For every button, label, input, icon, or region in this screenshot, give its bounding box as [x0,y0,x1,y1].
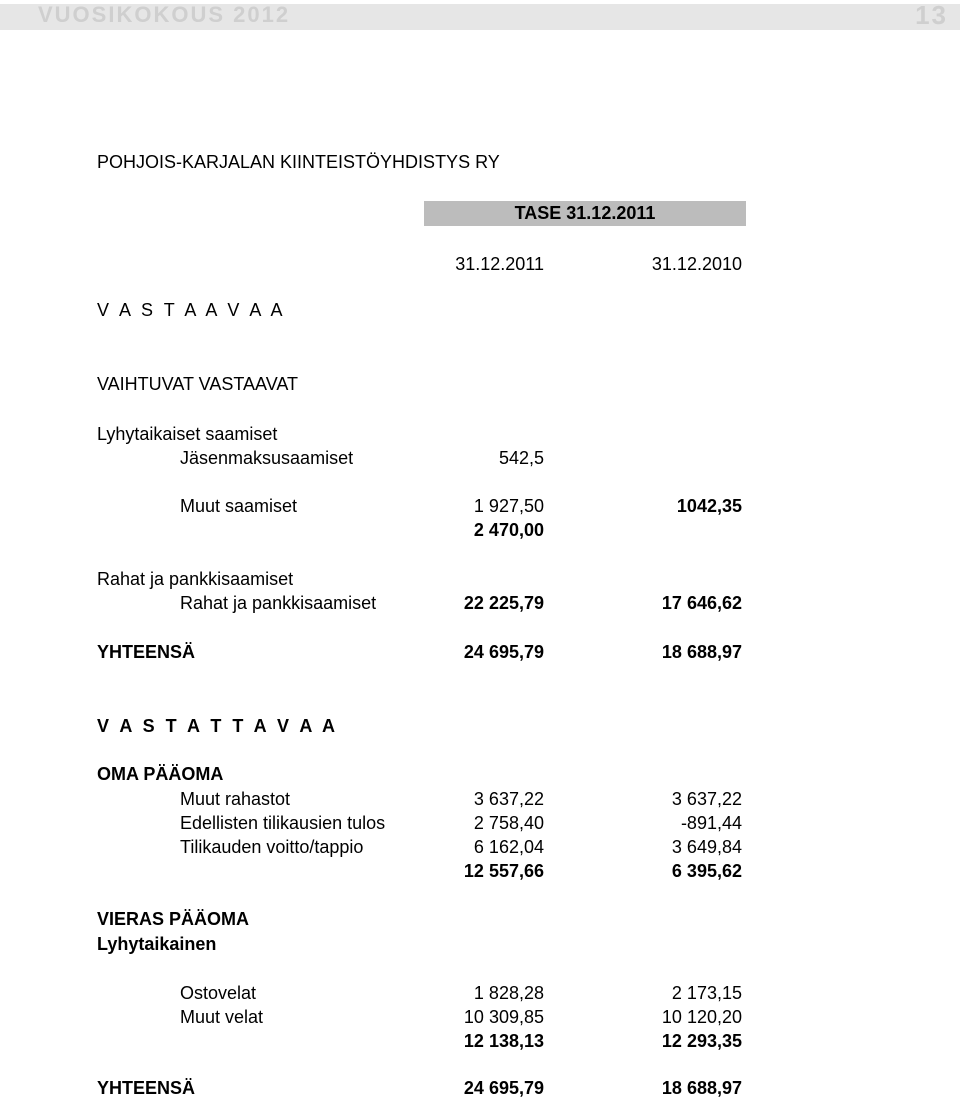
liabilities-total-label: YHTEENSÄ [97,1078,196,1098]
row-value-2011: 1 828,28 [473,983,544,1003]
balance-title-bar [424,201,746,226]
page-number: 13 [915,0,948,30]
row-label: Muut saamiset [180,496,298,516]
row-value-2011: 6 162,04 [473,837,544,857]
row-label: Muut rahastot [180,789,291,809]
row-value-2010: 3 637,22 [671,789,742,809]
row-value-2010: 2 173,15 [671,983,742,1003]
row-value-2010: -891,44 [680,813,742,833]
cash-heading: Rahat ja pankkisaamiset [97,569,294,589]
row-label: Rahat ja pankkisaamiset [180,593,377,613]
row-label: Edellisten tilikausien tulos [180,813,386,833]
balance-title: TASE 31.12.2011 [514,203,656,223]
row-value-2011: 2 758,40 [473,813,544,833]
row-value-2011: 1 927,50 [473,496,544,516]
row-label: Tilikauden voitto/tappio [180,837,364,857]
row-value-2011: 22 225,79 [463,593,544,613]
debt-subtotal-2011: 12 138,13 [463,1031,544,1051]
short-term-receivables-heading: Lyhytaikaiset saamiset [97,424,278,444]
assets-total-2010: 18 688,97 [661,642,742,662]
equity-subtotal-2011: 12 557,66 [463,861,544,881]
row-value-2010: 10 120,20 [661,1007,742,1027]
column-header-2011: 31.12.2011 [455,254,544,274]
assets-total-label: YHTEENSÄ [97,642,196,662]
row-value-2011: 10 309,85 [463,1007,544,1027]
assets-heading: V A S T A A V A A [97,300,286,320]
debt-heading: VIERAS PÄÄOMA [97,909,250,929]
equity-heading: OMA PÄÄOMA [97,764,224,784]
liabilities-total-2011: 24 695,79 [463,1078,544,1098]
header-title: VUOSIKOKOUS 2012 [38,2,291,27]
row-value-2010: 1042,35 [676,496,742,516]
page-header [0,0,960,32]
row-label: Jäsenmaksusaamiset [180,448,354,468]
equity-subtotal-2010: 6 395,62 [671,861,742,881]
liabilities-heading: V A S T A T T A V A A [97,716,338,736]
row-label: Muut velat [180,1007,264,1027]
row-value-2010: 3 649,84 [671,837,742,857]
row-value-2011: 542,5 [498,448,544,468]
liabilities-total-2010: 18 688,97 [661,1078,742,1098]
short-term-subtotal-2011: 2 470,00 [473,520,544,540]
current-assets-heading: VAIHTUVAT VASTAAVAT [97,374,299,394]
column-header-2010: 31.12.2010 [651,254,742,274]
row-value-2010: 17 646,62 [661,593,742,613]
debt-subtotal-2010: 12 293,35 [661,1031,742,1051]
row-label: Ostovelat [180,983,257,1003]
assets-total-2011: 24 695,79 [463,642,544,662]
organization-name: POHJOIS-KARJALAN KIINTEISTÖYHDISTYS RY [97,152,500,172]
row-value-2011: 3 637,22 [473,789,544,809]
short-term-debt-heading: Lyhytaikainen [97,934,217,954]
